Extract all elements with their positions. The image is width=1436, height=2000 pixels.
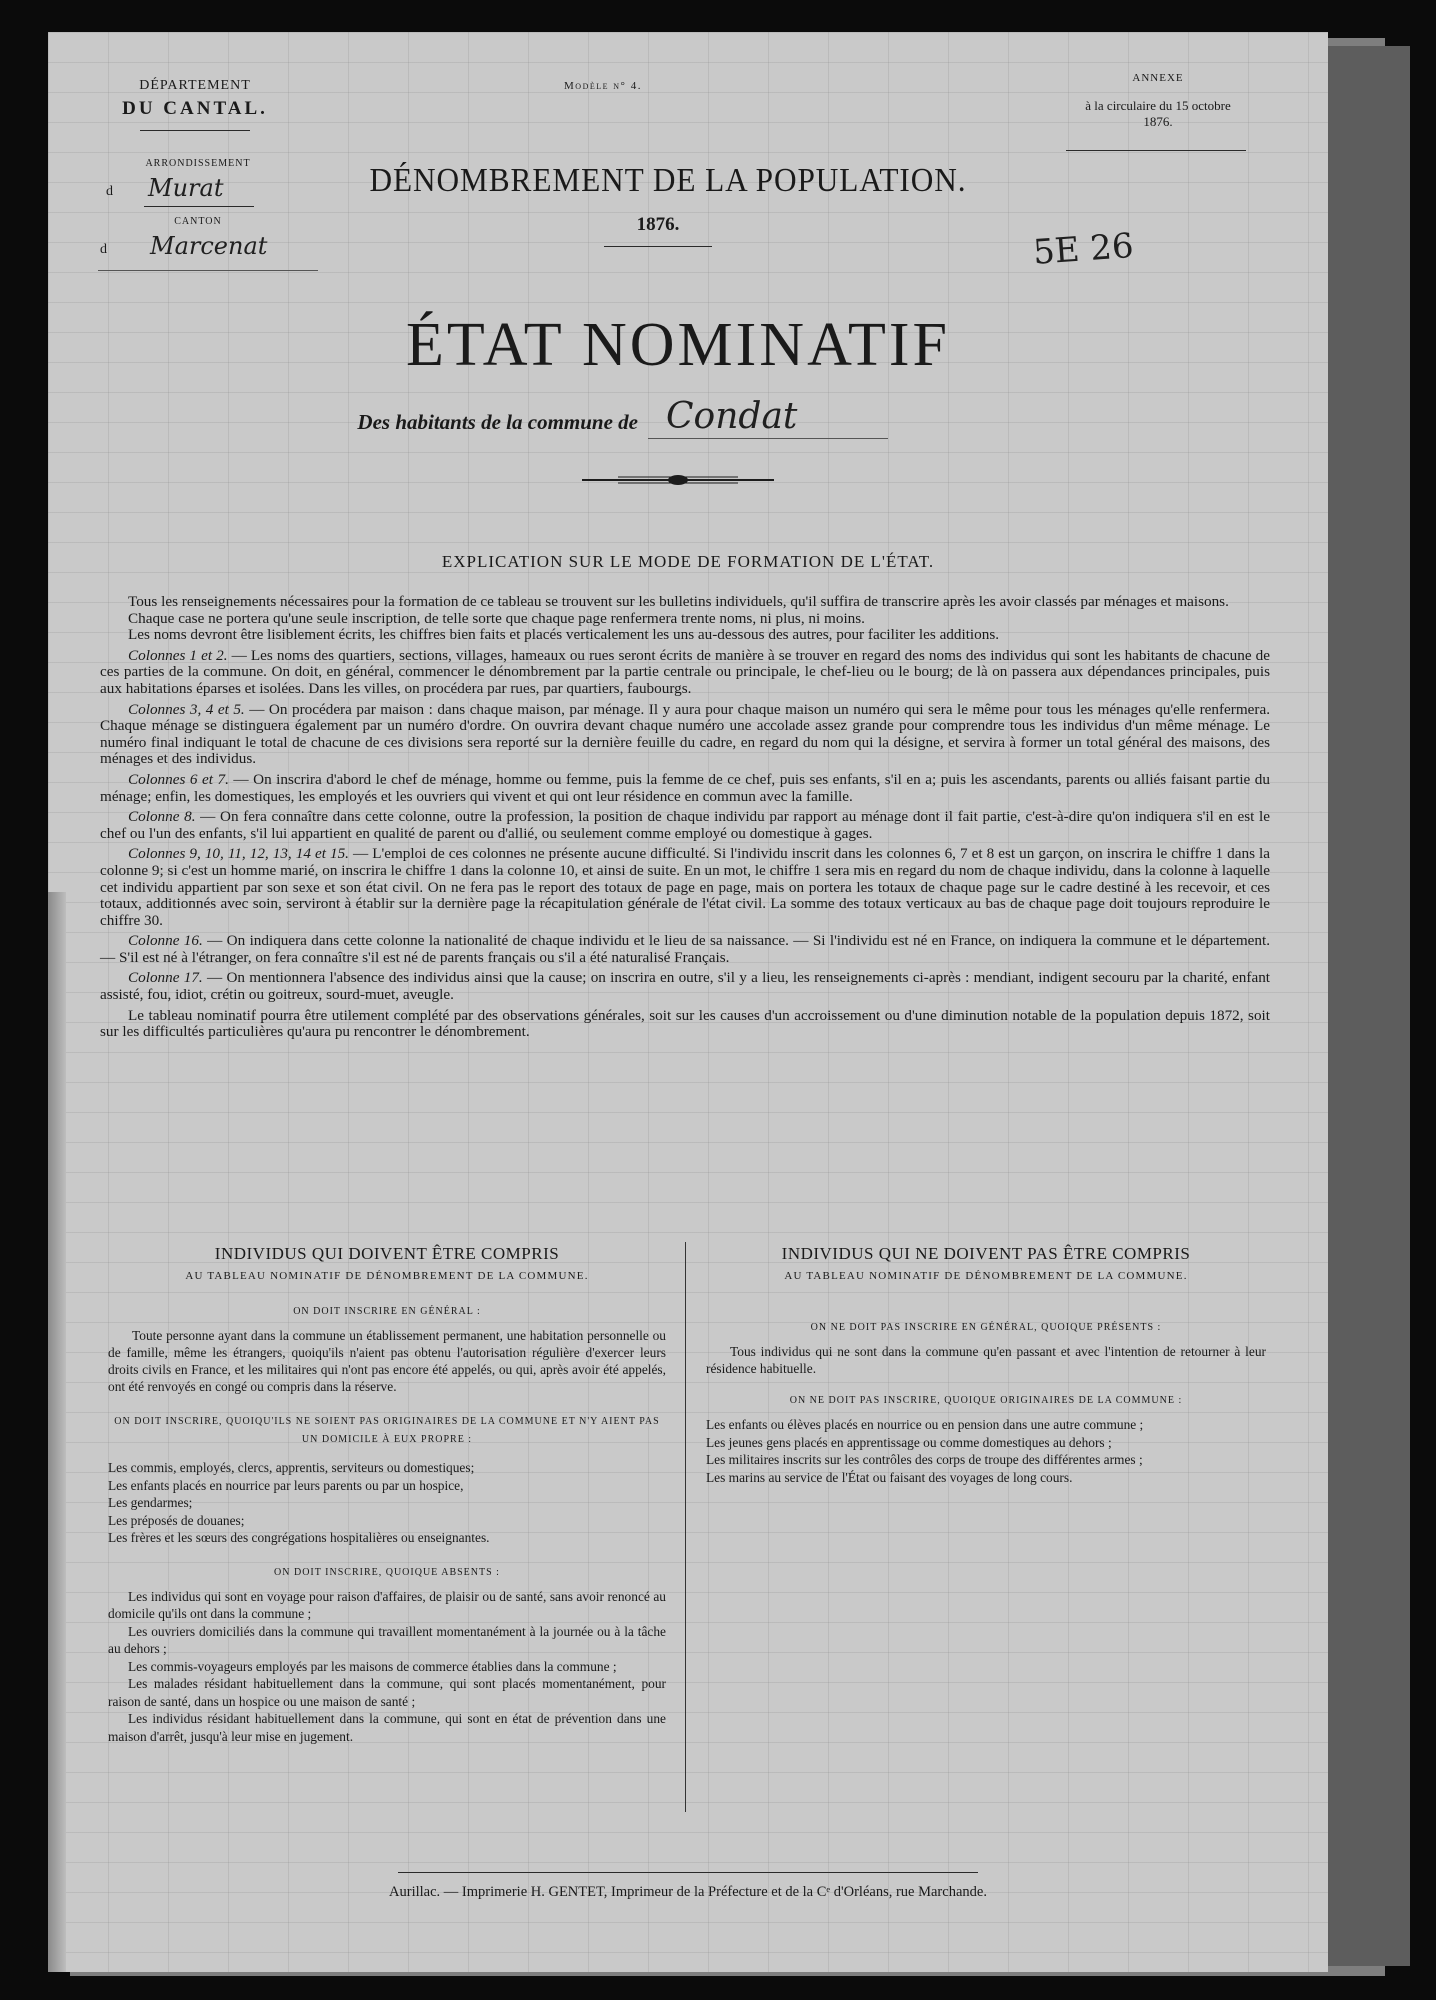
list-item: Les individus résidant habituellement dans la commune, qui sont en état de prévention dans une maison d'arrêt, jusqu'à leur mise en jugement.	[108, 1711, 666, 1744]
colonnes-text: — Les noms des quartiers, sections, villages, hameaux ou rues seront écrits de manière à se trouver en regard des noms des individus qui sont les habitants de chacune de ces parties de la commune. On doit, en général, commencer le dénombrement par la partie centrale ou principale, le chef-lieu ou le bourg; de là on passera aux dépendances principales, puis aux habitations éparses et isolées. Dans les villes, on procédera par rues, par quartiers, faubourgs.	[100, 646, 1271, 697]
explication-paragraph-colonnes-6-7	[100, 772, 1270, 805]
departement-name: DU CANTAL.	[122, 98, 268, 119]
right-column	[706, 1244, 1266, 1486]
canton-label: CANTON	[174, 216, 222, 227]
annexe-label: ANNEXE	[1132, 72, 1184, 84]
divider	[604, 246, 712, 247]
archive-mark: 5E 26	[1031, 225, 1135, 273]
divider	[398, 1872, 978, 1873]
right-column-heading: ON NE DOIT PAS INSCRIRE, QUOIQUE ORIGINAIRES DE LA COMMUNE :	[789, 1395, 1183, 1406]
column-divider	[685, 1242, 686, 1812]
departement-label: DÉPARTEMENT	[139, 78, 251, 93]
page-stack-edge-right	[1320, 46, 1410, 1966]
explication-paragraph: Les noms devront être lisiblement écrits, les chiffres bien faits et placés verticalement les uns au-dessous des autres, pour faciliter les additions.	[128, 626, 1000, 644]
explication-paragraph-colonne-8	[100, 809, 1270, 842]
canton-value: Marcenat	[150, 232, 268, 260]
census-year: 1876.	[636, 214, 680, 235]
document-sheet	[48, 32, 1328, 1972]
colonnes-text: — On inscrira d'abord le chef de ménage, homme ou femme, puis la femme de ce chef, puis ses enfants, s'il en a; puis les ascendants, parents ou alliés faisant partie du ménage; enfin, les domestiques, les employés et les ouvriers qui vivent et qui ont leur résidence en commun avec la famille.	[100, 770, 1270, 805]
explication-paragraph-colonnes-9-15	[100, 846, 1270, 929]
explication-title: EXPLICATION SUR LE MODE DE FORMATION DE L'ÉTAT.	[441, 552, 935, 571]
colonnes-label: Colonnes 1 et 2.	[128, 646, 228, 664]
canton-prefix: d	[100, 242, 107, 257]
left-column-heading: ON DOIT INSCRIRE, QUOIQU'ILS NE SOIENT PAS ORIGINAIRES DE LA COMMUNE ET N'Y AIENT PAS UN DOMICILE À EUX PROPRE :	[114, 1416, 660, 1445]
explication-body	[100, 594, 1270, 1045]
colonnes-label: Colonnes 6 et 7.	[128, 770, 229, 788]
modele-number: Modèle n° 4.	[564, 80, 642, 92]
right-column-heading: ON NE DOIT PAS INSCRIRE EN GÉNÉRAL, QUOIQUE PRÉSENTS :	[810, 1322, 1162, 1333]
list-item: Les gendarmes;	[108, 1495, 193, 1510]
explication-paragraph: Tous les renseignements nécessaires pour la formation de ce tableau se trouvent sur les bulletins individuels, qu'il suffira de transcrire après les avoir classés par ménages et maisons.	[128, 593, 1229, 610]
explication-paragraph-colonne-16	[100, 933, 1270, 966]
arrondissement-prefix: d	[106, 184, 113, 199]
left-column-heading: ON DOIT INSCRIRE EN GÉNÉRAL :	[293, 1306, 481, 1317]
colonnes-text: — On fera connaître dans cette colonne, outre la profession, la position de chaque individu par rapport au ménage dont il fait partie, c'est-à-dire qu'on indiquera s'il en est le chef ou l'un des enfants, s'il lui appartient en qualité de parent ou d'allié, ou seulement comme employé ou domestique à gages.	[100, 808, 1270, 842]
left-column-title: INDIVIDUS QUI DOIVENT ÊTRE COMPRIS	[214, 1244, 560, 1263]
ornament-divider	[578, 472, 778, 488]
explication-paragraph-colonnes-1-2	[100, 648, 1270, 698]
list-item: Les jeunes gens placés en apprentissage ou comme domestiques au dehors ;	[706, 1434, 1112, 1450]
worn-edge	[48, 892, 66, 1972]
colonnes-text: — L'emploi de ces colonnes ne présente aucune difficulté. Si l'individu inscrit dans les colonnes 6, 7 et 8 est un garçon, on inscrira le chiffre 1 dans la colonne 9; si c'est un homme marié, on inscrira le chiffre 1 dans la colonne 10, et ainsi de suite. En un mot, le chiffre 1 sera mis en regard du nom de chaque individu, dans la colonne à laquelle cet individu appartient par son sexe et son état civil. On ne fera pas le report des totaux de page en page, mais on portera les totaux de chaque page sur le cadre destiné à les recevoir, et ces totaux, additionnés avec soin, serviront à établir sur la dernière page la récapitulation générale de l'état civil. La somme des totaux verticaux au bas de chaque page doit toujours reproduire le chiffre 30.	[100, 845, 1270, 929]
colonnes-text: — On mentionnera l'absence des individus ainsi que la cause; on inscrira en outre, s'il y a lieu, les renseignements ci-après : mendiant, indigent secouru par la charité, enfant assisté, fou, idiot, crétin ou goitreux, sourd-muet, aveugle.	[100, 969, 1271, 1004]
colonnes-label: Colonnes 9, 10, 11, 12, 13, 14 et 15.	[128, 845, 349, 863]
explication-paragraph: Le tableau nominatif pourra être utilement complété par des observations générales, soit sur les causes d'un accroissement ou d'une diminution notable de la population depuis 1872, soit sur les difficultés particulières qu'aura pu rencontrer le dénombrement.	[100, 1006, 1270, 1041]
colonnes-text: — On indiquera dans cette colonne la nationalité de chaque individu et le lieu de sa naissance. — Si l'individu est né en France, on indiquera la commune et le département. — S'il est né à l'étranger, on fera connaître s'il est né de parents français ou s'il a été naturalisé Français.	[100, 932, 1270, 966]
explication-paragraph-colonnes-3-5	[100, 702, 1270, 768]
list-item: Les commis-voyageurs employés par les maisons de commerce établies dans la commune ;	[128, 1658, 617, 1674]
divider	[98, 270, 318, 271]
divider	[144, 206, 254, 207]
divider	[1066, 150, 1246, 151]
list-item: Les préposés de douanes;	[108, 1512, 245, 1528]
divider	[140, 130, 250, 131]
left-column	[108, 1244, 666, 1745]
list-item: Les frères et les sœurs des congrégations hospitalières ou enseignantes.	[108, 1530, 490, 1545]
annexe-line1: à la circulaire du 15 octobre	[1085, 98, 1231, 113]
colonnes-label: Colonne 16.	[128, 932, 203, 950]
divider	[648, 438, 888, 439]
list-item: Les individus qui sont en voyage pour raison d'affaires, de plaisir ou de santé, sans avoir renoncé au domicile qu'ils ont dans la commune ;	[108, 1588, 666, 1621]
colonnes-text: — On procédera par maison : dans chaque maison, par ménage. Il y aura pour chaque maison un numéro qui sera le même pour tous les ménages qu'elle renfermera. Chaque ménage se distinguera également par un numéro d'ordre. On ouvrira devant chaque numéro une accolade assez grande pour comprendre tous les individus d'un même ménage. Le numéro final indiquant le total de chacune de ces divisions sera reporté sur la dernière feuille du cadre, en regard du nom qui la désigne, et servira à former un total général des maisons, des ménages et des individus.	[100, 700, 1270, 768]
colonnes-label: Colonnes 3, 4 et 5.	[128, 700, 245, 718]
explication-paragraph-colonne-17	[100, 970, 1270, 1003]
list-item: Les ouvriers domiciliés dans la commune qui travaillent momentanément à la journée ou à la tâche au dehors ;	[108, 1623, 666, 1656]
colonnes-label: Colonne 8.	[128, 808, 196, 826]
annexe-block	[1048, 72, 1268, 130]
etat-title: ÉTAT NOMINATIF	[406, 311, 950, 379]
right-column-title: INDIVIDUS QUI NE DOIVENT PAS ÊTRE COMPRIS	[781, 1244, 1191, 1263]
main-title: DÉNOMBREMENT DE LA POPULATION.	[369, 162, 967, 199]
etat-subtitle: Des habitants de la commune de	[357, 410, 638, 434]
colonnes-label: Colonne 17.	[128, 969, 203, 987]
right-column-text: Tous individus qui ne sont dans la commune qu'en passant et avec l'intention de retourner à leur résidence habituelle.	[706, 1344, 1266, 1376]
commune-name: Condat	[666, 396, 798, 437]
list-item: Les marins au service de l'État ou faisant des voyages de long cours.	[706, 1469, 1073, 1485]
list-item: Les malades résidant habituellement dans la commune, qui sont placés momentanément, pour raison de santé, dans un hospice ou une maison de santé ;	[108, 1676, 666, 1709]
departement-block	[100, 78, 290, 120]
annexe-line2: 1876.	[1143, 114, 1173, 129]
list-item: Les militaires inscrits sur les contrôles des corps de troupe des différentes armes ;	[706, 1452, 1143, 1467]
arrondissement-value: Murat	[148, 174, 224, 202]
arrondissement-label: ARRONDISSEMENT	[145, 158, 251, 169]
printer-imprint: Aurillac. — Imprimerie H. GENTET, Imprimeur de la Préfecture et de la Cᵉ d'Orléans, rue Marchande.	[389, 1884, 987, 1900]
right-column-subtitle: AU TABLEAU NOMINATIF DE DÉNOMBREMENT DE LA COMMUNE.	[784, 1270, 1188, 1282]
list-item: Les enfants placés en nourrice par leurs parents ou par un hospice,	[108, 1477, 464, 1493]
left-column-text: Toute personne ayant dans la commune un établissement permanent, une habitation personnelle ou de famille, même les étrangers, quoiqu'ils n'aient pas obtenu l'autorisation régulière d'exercer leurs droits civils en France, et les militaires qui n'ont pas encore été appelés, ou qui, après avoir été appelés, ont été renvoyés en congé ou compris dans la réserve.	[108, 1328, 666, 1394]
explication-paragraph: Chaque case ne portera qu'une seule inscription, de telle sorte que chaque page renfermera trente noms, ni plus, ni moins.	[128, 609, 865, 627]
arrondissement-field	[100, 174, 330, 208]
left-column-subtitle: AU TABLEAU NOMINATIF DE DÉNOMBREMENT DE LA COMMUNE.	[185, 1270, 589, 1282]
left-column-heading: ON DOIT INSCRIRE, QUOIQUE ABSENTS :	[274, 1566, 500, 1578]
canton-field	[94, 232, 354, 266]
list-item: Les enfants ou élèves placés en nourrice ou en pension dans une autre commune ;	[706, 1417, 1144, 1432]
list-item: Les commis, employés, clercs, apprentis, serviteurs ou domestiques;	[108, 1460, 475, 1475]
